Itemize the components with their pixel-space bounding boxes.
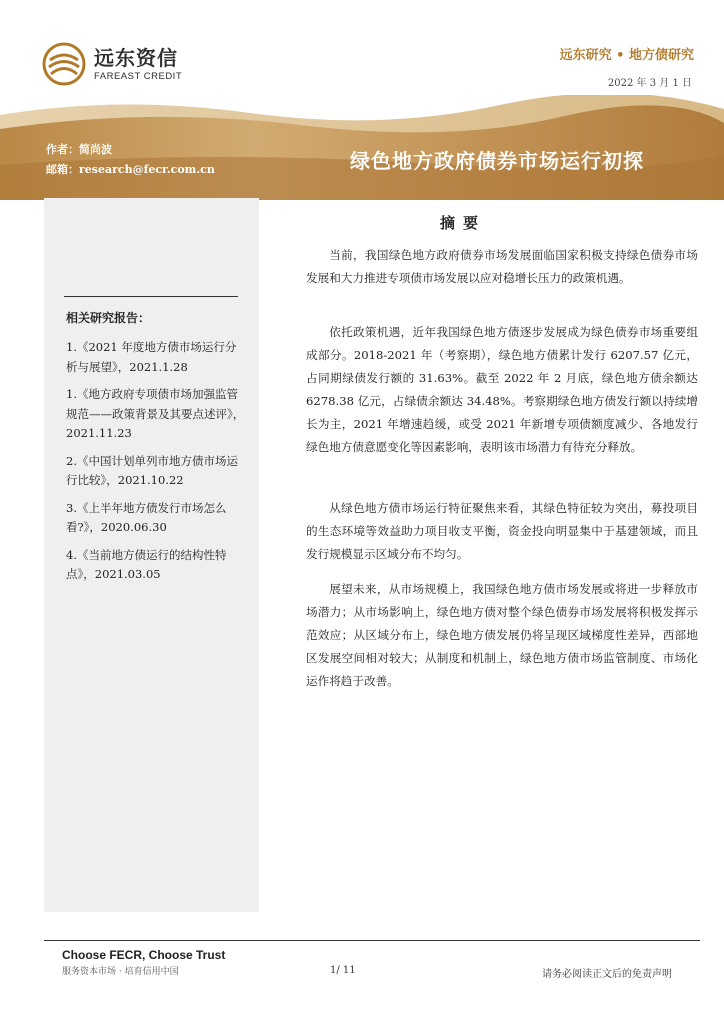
report-date: 2022 年 3 月 1 日	[607, 78, 692, 89]
related-report-item: 4.《当前地方债运行的结构性特点》，2021.03.05	[66, 547, 227, 581]
related-report-item: 2.《中国计划单列市地方债市场运行比较》，2021.10.22	[66, 453, 238, 487]
abstract-paragraph: 当前，我国绿色地方政府债券市场发展面临国家积极支持绿色债券市场发展和大力推进专项债市场发展以应对稳增长压力的政策机遇。	[306, 248, 698, 285]
abstract-title: 摘要	[440, 214, 487, 232]
sidebar-heading: 相关研究报告：	[66, 311, 151, 325]
abstract-paragraph: 展望未来，从市场规模上，我国绿色地方债市场发展或将进一步释放市场潜力；从市场影响上，绿色地方债对整个绿色债券市场发展将积极发挥示范效应；从区域分布上，绿色地方债发展仍将呈现区域梯度性差异，西部地区发展空间相对较大；从制度和机制上，绿色地方债市场监管制度、市场化运作将趋于改善。	[306, 582, 698, 688]
sidebar-divider	[64, 296, 238, 297]
related-report-item: 3.《上半年地方债发行市场怎么看?》，2020.06.30	[66, 500, 227, 534]
logo-chinese-name: 远东资信	[94, 45, 178, 70]
page-number: 1/ 11	[330, 965, 356, 976]
author-line: 作者：简尚波	[46, 143, 112, 156]
report-header	[0, 0, 724, 200]
footer-divider	[44, 940, 700, 941]
footer-disclaimer: 请务必阅读正文后的免责声明	[542, 969, 672, 980]
email-line: 邮箱：research@fecr.com.cn	[46, 163, 215, 176]
footer-slogan: Choose FECR, Choose Trust	[62, 948, 226, 962]
sidebar	[44, 198, 259, 912]
related-report-item: 1.《2021 年度地方债市场运行分析与展望》，2021.1.28	[66, 340, 237, 374]
footer-subtitle: 服务资本市场 · 培育信用中国	[62, 967, 179, 977]
related-reports-list	[66, 338, 246, 593]
company-logo	[42, 42, 182, 86]
logo-english-name: FAREAST CREDIT	[94, 70, 183, 82]
fecr-logo-icon	[42, 42, 86, 86]
abstract-paragraph: 依托政策机遇，近年我国绿色地方债逐步发展成为绿色债券市场重要组成部分。2018-2021 年（考察期），绿色地方债累计发行 6207.57 亿元，占同期绿债发行额的 31.63%。截至 2022 年 2 月底，绿色地方债余额达 6278.38 亿元，占绿债余额达 34.48%。考察期绿色地方债发行额以持续增长为主，2021 年增速趋缓，或受 2021 年新增专项债额度减少、各地发行绿色地方债意愿变化等因素影响，表明该市场潜力有待充分释放。	[306, 325, 698, 454]
report-series: 远东研究 • 地方债研究	[559, 48, 694, 63]
page-title: 绿色地方政府债券市场运行初探	[350, 149, 644, 173]
abstract-paragraph: 从绿色地方债市场运行特征聚焦来看，其绿色特征较为突出，募投项目的生态环境等效益助力项目收支平衡，资金投向明显集中于基建领域，而且发行规模显示区域分布不均匀。	[306, 501, 698, 561]
related-report-item: 1.《地方政府专项债市场加强监管规范——政策背景及其要点述评》，2021.11.23	[66, 387, 245, 440]
